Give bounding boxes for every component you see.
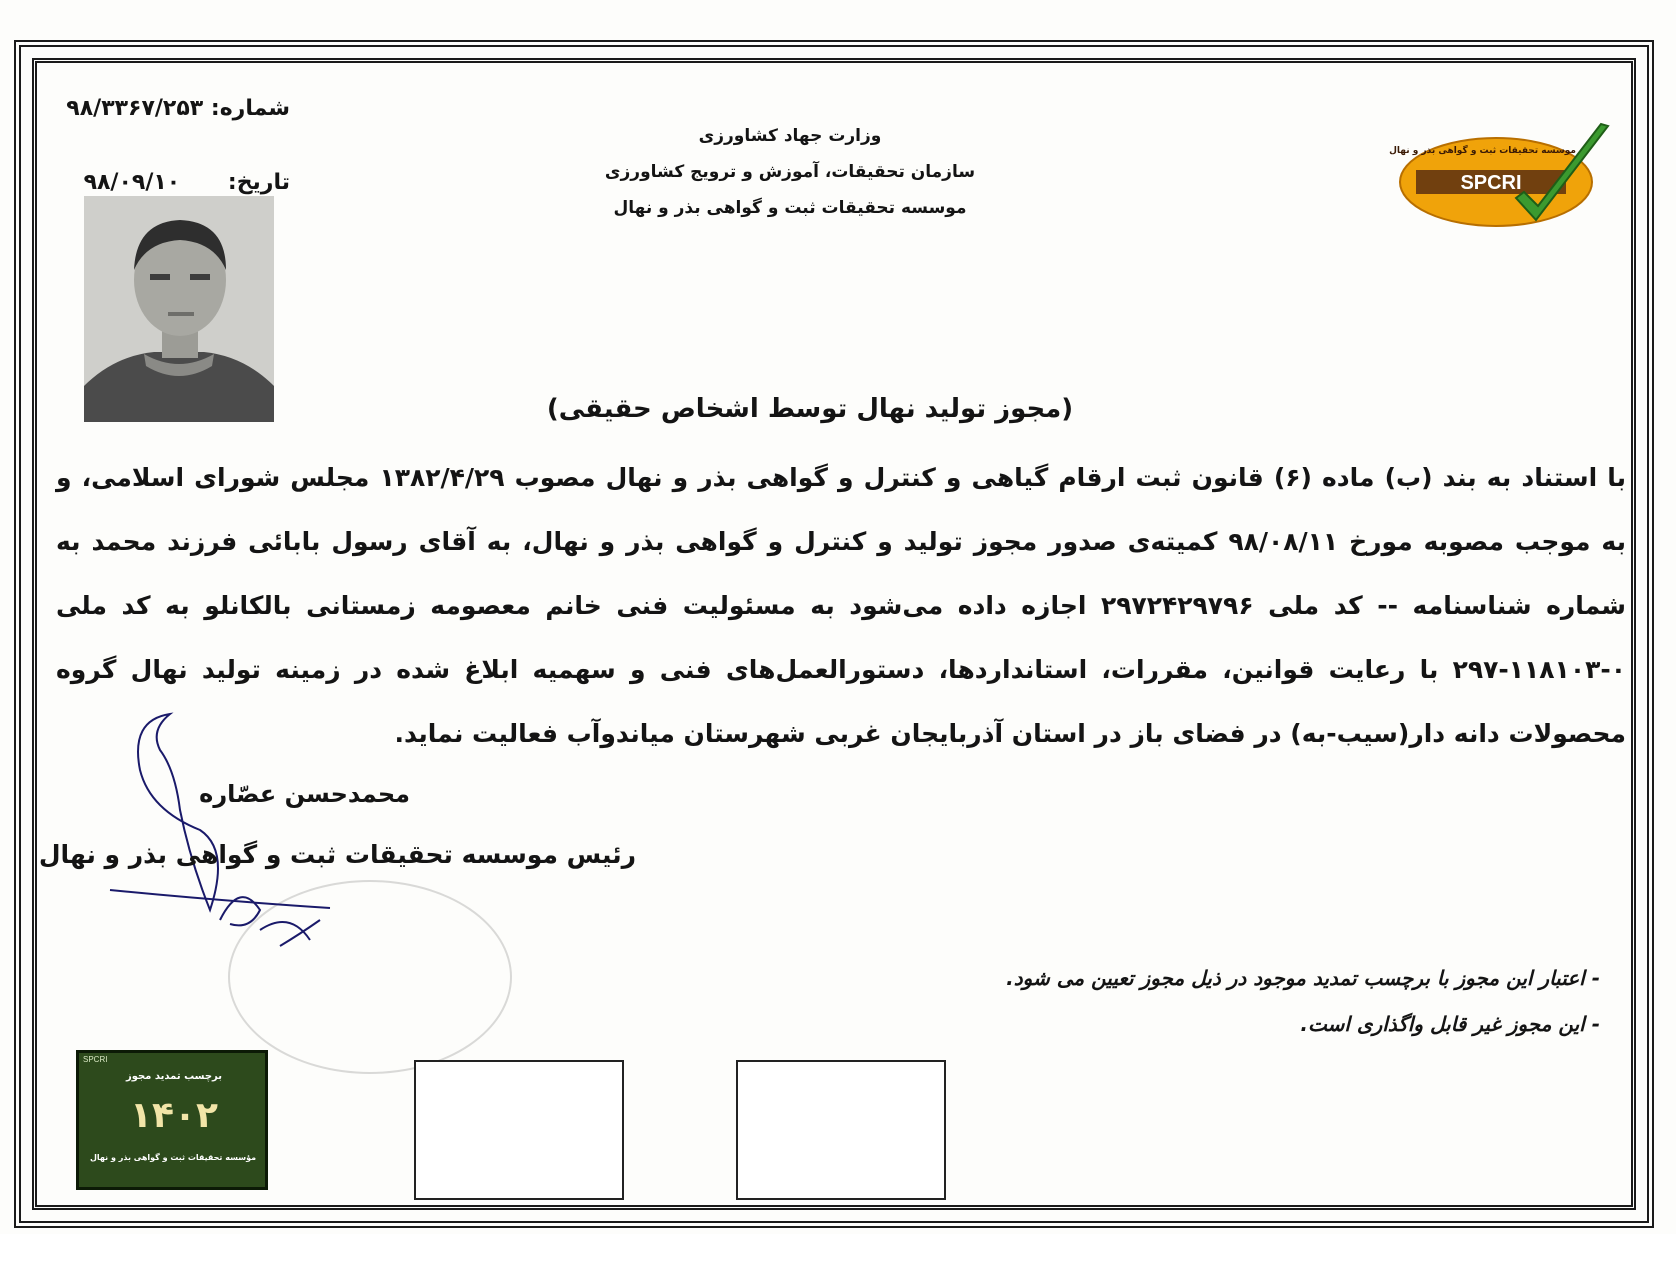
number-label: شماره: (210, 96, 290, 121)
letter-number (66, 96, 290, 121)
signer-name: محمدحسن عصّاره (199, 780, 410, 808)
sticker-top-label: برچسب تمدید مجوز (125, 1071, 223, 1082)
document-title: (مجوز تولید نهال توسط اشخاص حقیقی) (546, 394, 1074, 424)
sticker-bottom-label: مؤسسه تحقیقات ثبت و گواهی بذر و نهال (89, 1153, 257, 1162)
date-value: ۹۸/۰۹/۱۰ (83, 170, 181, 195)
note-validity: - اعتبار این مجوز با برچسب تمدید موجود در ذیل مجوز تعیین می شود. (1006, 966, 1600, 990)
date-label: تاریخ: (227, 170, 290, 195)
renewal-box-2 (736, 1060, 946, 1200)
renewal-box-1 (414, 1060, 624, 1200)
letterhead (590, 118, 990, 226)
spcri-logo (1389, 120, 1618, 232)
logo-text: SPCRI (1460, 172, 1522, 194)
sticker-year: ۱۴۰۲ (130, 1095, 218, 1136)
ministry-name: وزارت جهاد کشاورزی (698, 126, 882, 146)
signer-title: رئیس موسسه تحقیقات ثبت و گواهی بذر و نهال (38, 840, 636, 869)
holder-photo (84, 196, 274, 422)
logo-subtitle: موسسه تحقیقات ثبت و گواهی بذر و نهال (1389, 146, 1576, 156)
signature-icon (110, 710, 370, 950)
institute-name: موسسه تحقیقات ثبت و گواهی بذر و نهال (613, 198, 967, 218)
number-value: ۹۸/۳۳۶۷/۲۵۳ (66, 96, 204, 121)
sticker-brand-top: SPCRI (83, 1055, 108, 1064)
letter-date (78, 170, 290, 195)
bottom-margin (0, 1234, 1676, 1264)
note-non-transferable: - این مجوز غیر قابل واگذاری است. (1300, 1012, 1600, 1036)
organization-name: سازمان تحقیقات، آموزش و ترویج کشاورزی (604, 162, 976, 182)
renewal-sticker (76, 1050, 268, 1190)
permit-body: با استناد به بند (ب) ماده (۶) قانون ثبت ارقام گیاهی و کنترل و گواهی بذر و نهال مصوب ۱۳۸۲/۴/۲۹ مجلس شورای اسلامی، و به موجب مصوبه مورخ ۹۸/۰۸/۱۱ کمیته‌ی صدور مجوز تولید و کنترل و گواهی بذر و نهال، به آقای رسول بابائی فرزند محمد به شماره شناسنامه -- کد ملی ۲۹۷۲۴۲۹۷۹۶ اجازه داده می‌شود به مسئولیت فنی خانم معصومه زمستانی بالکانلو به کد ملی ۰-۱۱۸۱۰۳-۲۹۷ با رعایت قوانین، مقررات، استانداردها، دستورالعمل‌های فنی و سهمیه ابلاغ شده در زمینه تولید نهال گروه محصولات دانه دار(سیب-به) در فضای باز در استان آذربایجان غربی شهرستان میاندوآب فعالیت نماید. (56, 463, 1627, 748)
person-portrait-icon (84, 196, 274, 422)
